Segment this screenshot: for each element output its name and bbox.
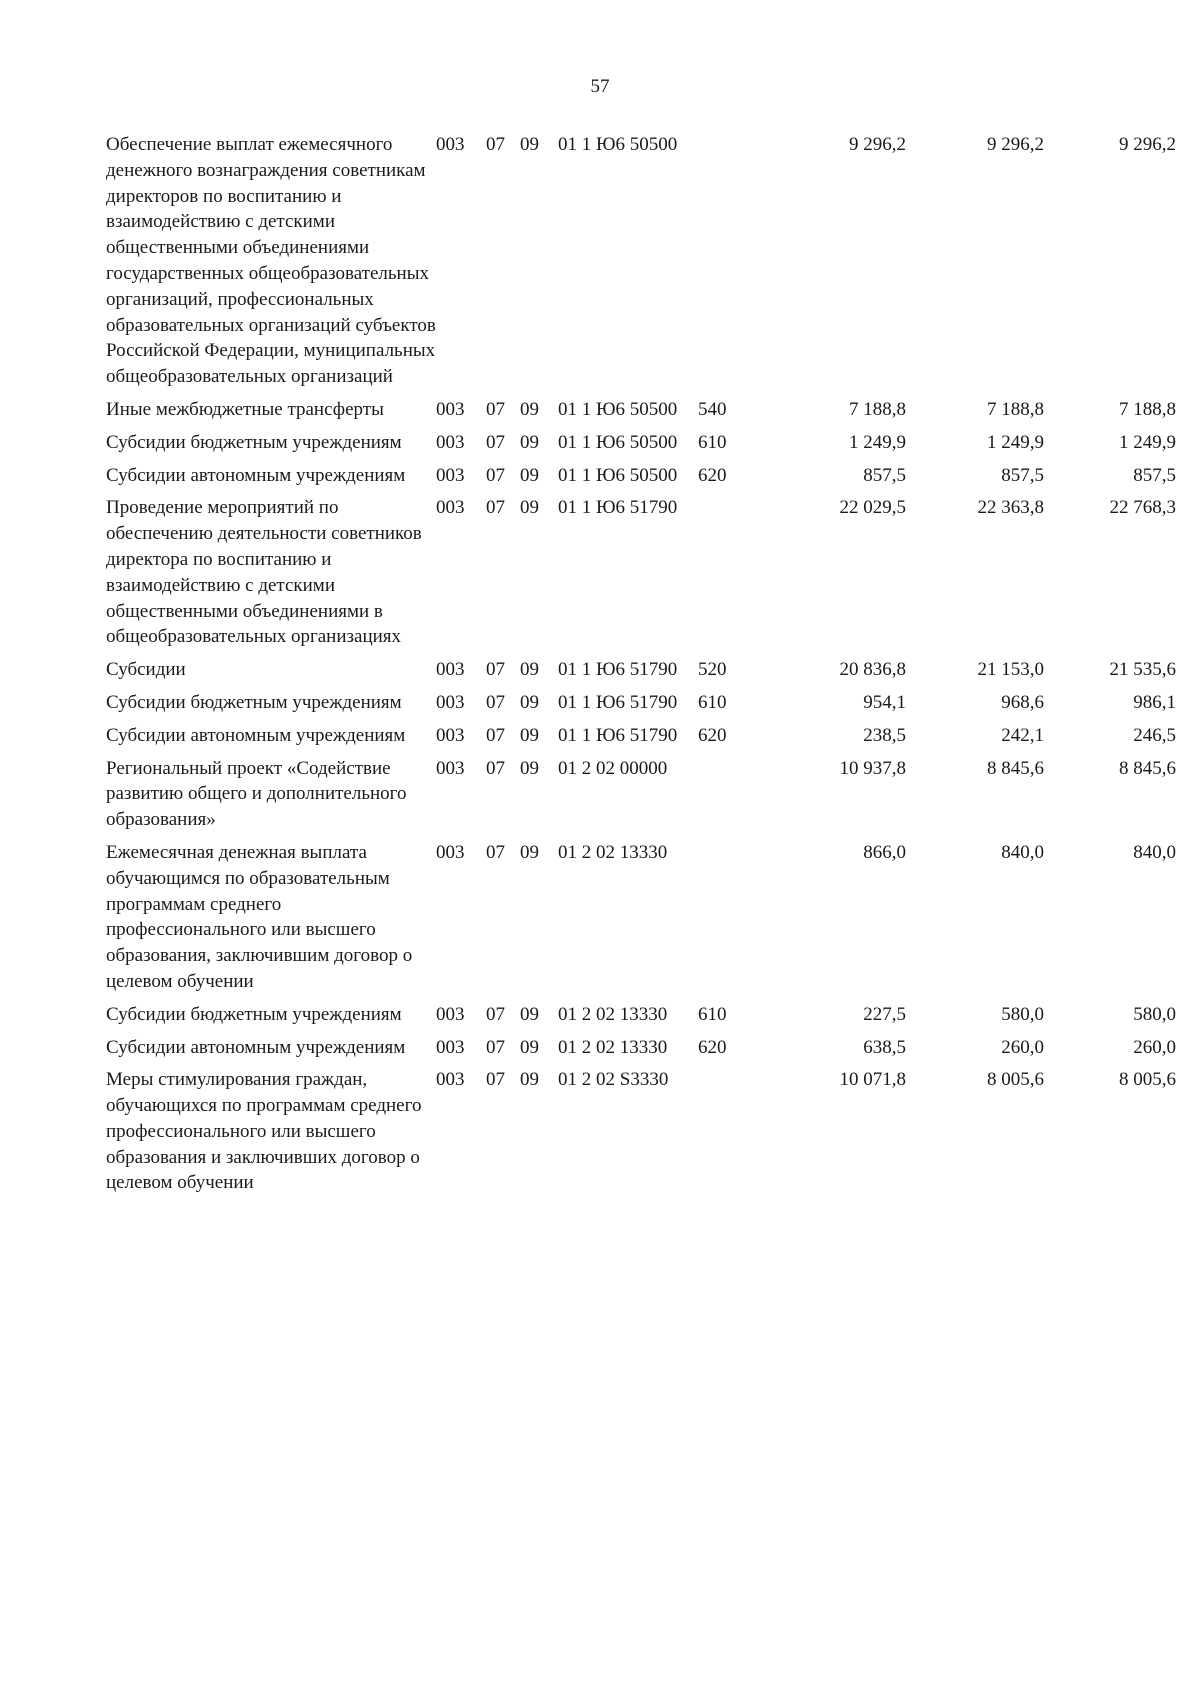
amount-year-3: 21 535,6 <box>1109 659 1176 681</box>
target-article-code: 01 2 02 13330 <box>558 1003 668 1025</box>
amount-year-1: 10 937,8 <box>839 757 906 779</box>
section-code: 07 <box>486 398 505 420</box>
amount-year-3: 7 188,8 <box>1119 398 1176 420</box>
subsection-code: 09 <box>520 724 539 746</box>
target-article-code: 01 1 Ю6 51790 <box>558 659 678 681</box>
table-row <box>106 756 1176 840</box>
amount-year-2: 968,6 <box>1001 691 1044 713</box>
table-body <box>106 132 1176 1203</box>
table-row <box>106 1002 1176 1035</box>
table-row <box>106 1067 1176 1203</box>
ministry-code: 003 <box>436 1003 465 1025</box>
amount-year-3: 8 845,6 <box>1119 757 1176 779</box>
ministry-code: 003 <box>436 841 465 863</box>
table-row <box>106 657 1176 690</box>
amount-year-3: 22 768,3 <box>1109 497 1176 519</box>
section-code: 07 <box>486 497 505 519</box>
target-article-code: 01 2 02 00000 <box>558 757 668 779</box>
expense-type-code: 610 <box>698 1003 727 1025</box>
page-number: 57 <box>590 76 610 97</box>
target-article-code: 01 2 02 13330 <box>558 841 668 863</box>
subsection-code: 09 <box>520 1036 539 1058</box>
amount-year-1: 238,5 <box>863 724 906 746</box>
amount-year-1: 20 836,8 <box>839 659 906 681</box>
section-code: 07 <box>486 1003 505 1025</box>
amount-year-2: 7 188,8 <box>987 398 1044 420</box>
target-article-code: 01 1 Ю6 51790 <box>558 724 678 746</box>
expense-type-code <box>698 132 756 397</box>
target-article-code: 01 1 Ю6 50500 <box>558 134 678 155</box>
target-article-code: 01 1 Ю6 50500 <box>558 464 678 486</box>
subsection-code: 09 <box>520 841 539 863</box>
table-row <box>106 690 1176 723</box>
amount-year-2: 1 249,9 <box>987 431 1044 453</box>
table-row <box>106 397 1176 430</box>
subsection-code: 09 <box>520 1003 539 1025</box>
table-row <box>106 463 1176 496</box>
amount-year-2: 242,1 <box>1001 724 1044 746</box>
amount-year-3: 246,5 <box>1133 724 1176 746</box>
subsection-code: 09 <box>520 431 539 453</box>
amount-year-2: 260,0 <box>1001 1036 1044 1058</box>
expense-name: Субсидии бюджетным учреждениям <box>106 1003 402 1025</box>
expense-name: Субсидии автономным учреждениям <box>106 1036 406 1058</box>
expense-type-code: 540 <box>698 398 727 420</box>
amount-year-3: 1 249,9 <box>1119 431 1176 453</box>
expense-type-code: 620 <box>698 1036 727 1058</box>
amount-year-2: 8 845,6 <box>987 757 1044 779</box>
section-code: 07 <box>486 757 505 779</box>
expense-name: Субсидии <box>106 659 186 681</box>
amount-year-3: 857,5 <box>1133 464 1176 486</box>
subsection-code: 09 <box>520 134 539 155</box>
amount-year-3: 840,0 <box>1133 841 1176 863</box>
budget-table <box>106 132 1176 1203</box>
ministry-code: 003 <box>436 659 465 681</box>
section-code: 07 <box>486 464 505 486</box>
amount-year-1: 22 029,5 <box>839 497 906 519</box>
section-code: 07 <box>486 841 505 863</box>
amount-year-1: 10 071,8 <box>839 1069 906 1091</box>
subsection-code: 09 <box>520 497 539 519</box>
section-code: 07 <box>486 431 505 453</box>
amount-year-2: 580,0 <box>1001 1003 1044 1025</box>
expense-type-code: 620 <box>698 724 727 746</box>
section-code: 07 <box>486 134 505 155</box>
table-row <box>106 1035 1176 1068</box>
table-row <box>106 723 1176 756</box>
target-article-code: 01 1 Ю6 50500 <box>558 431 678 453</box>
expense-type-code: 610 <box>698 691 727 713</box>
amount-year-1: 866,0 <box>863 841 906 863</box>
target-article-code: 01 2 02 13330 <box>558 1036 668 1058</box>
subsection-code: 09 <box>520 691 539 713</box>
amount-year-2: 21 153,0 <box>977 659 1044 681</box>
target-article-code: 01 1 Ю6 51790 <box>558 497 678 519</box>
expense-type-code: 610 <box>698 431 727 453</box>
amount-year-2: 840,0 <box>1001 841 1044 863</box>
subsection-code: 09 <box>520 464 539 486</box>
amount-year-1: 857,5 <box>863 464 906 486</box>
amount-year-1: 227,5 <box>863 1003 906 1025</box>
expense-type-code <box>698 1067 756 1203</box>
ministry-code: 003 <box>436 431 465 453</box>
target-article-code: 01 1 Ю6 50500 <box>558 398 678 420</box>
section-code: 07 <box>486 659 505 681</box>
amount-year-1: 954,1 <box>863 691 906 713</box>
expense-type-code <box>698 840 756 1002</box>
expense-type-code: 520 <box>698 659 727 681</box>
target-article-code: 01 2 02 S3330 <box>558 1069 669 1091</box>
amount-year-1: 638,5 <box>863 1036 906 1058</box>
expense-name: Субсидии бюджетным учреждениям <box>106 431 402 453</box>
subsection-code: 09 <box>520 398 539 420</box>
ministry-code: 003 <box>436 724 465 746</box>
subsection-code: 09 <box>520 1069 539 1091</box>
ministry-code: 003 <box>436 1036 465 1058</box>
section-code: 07 <box>486 691 505 713</box>
amount-year-2: 9 296,2 <box>987 134 1044 155</box>
table-row <box>106 430 1176 463</box>
amount-year-3: 260,0 <box>1133 1036 1176 1058</box>
expense-name: Субсидии бюджетным учреждениям <box>106 691 402 713</box>
amount-year-1: 7 188,8 <box>849 398 906 420</box>
ministry-code: 003 <box>436 691 465 713</box>
amount-year-3: 9 296,2 <box>1119 134 1176 155</box>
expense-name: Ежемесячная денежная выплата обучающимся по образовательным программам среднего профессионального или высшего образования, заключившим договор о целевом обучении <box>106 841 413 992</box>
amount-year-3: 986,1 <box>1133 691 1176 713</box>
expense-name: Субсидии автономным учреждениям <box>106 464 406 486</box>
section-code: 07 <box>486 1036 505 1058</box>
ministry-code: 003 <box>436 497 465 519</box>
amount-year-3: 8 005,6 <box>1119 1069 1176 1091</box>
ministry-code: 003 <box>436 134 465 155</box>
table-row <box>106 495 1176 657</box>
ministry-code: 003 <box>436 464 465 486</box>
ministry-code: 003 <box>436 398 465 420</box>
amount-year-2: 857,5 <box>1001 464 1044 486</box>
table-row <box>106 132 1176 397</box>
amount-year-2: 8 005,6 <box>987 1069 1044 1091</box>
amount-year-2: 22 363,8 <box>977 497 1044 519</box>
expense-type-code <box>698 756 756 840</box>
subsection-code: 09 <box>520 659 539 681</box>
expense-name: Субсидии автономным учреждениям <box>106 724 406 746</box>
ministry-code: 003 <box>436 1069 465 1091</box>
amount-year-3: 580,0 <box>1133 1003 1176 1025</box>
expense-name: Меры стимулирования граждан, обучающихся по программам среднего профессионального или высшего образования и заключивших договор о целевом обучении <box>106 1069 422 1194</box>
expense-name: Иные межбюджетные трансферты <box>106 398 384 420</box>
expense-type-code: 620 <box>698 464 727 486</box>
expense-name: Обеспечение выплат ежемесячного денежного вознаграждения советникам директоров по воспитанию и взаимодействию с детскими общественными объединениями государственных общеобразовательных организаций, профессиональных образовательных организаций субъектов Российской Федерации, муниципальных общеобразовательных организаций <box>106 134 436 388</box>
target-article-code: 01 1 Ю6 51790 <box>558 691 678 713</box>
expense-name: Проведение мероприятий по обеспечению деятельности советников директора по воспитанию и взаимодействию с детскими общественными объединениями в общеобразовательных организациях <box>106 497 422 648</box>
ministry-code: 003 <box>436 757 465 779</box>
expense-type-code <box>698 495 756 657</box>
section-code: 07 <box>486 724 505 746</box>
amount-year-1: 1 249,9 <box>849 431 906 453</box>
subsection-code: 09 <box>520 757 539 779</box>
section-code: 07 <box>486 1069 505 1091</box>
amount-year-1: 9 296,2 <box>849 134 906 155</box>
expense-name: Региональный проект «Содействие развитию общего и дополнительного образования» <box>106 757 407 831</box>
table-row <box>106 840 1176 1002</box>
